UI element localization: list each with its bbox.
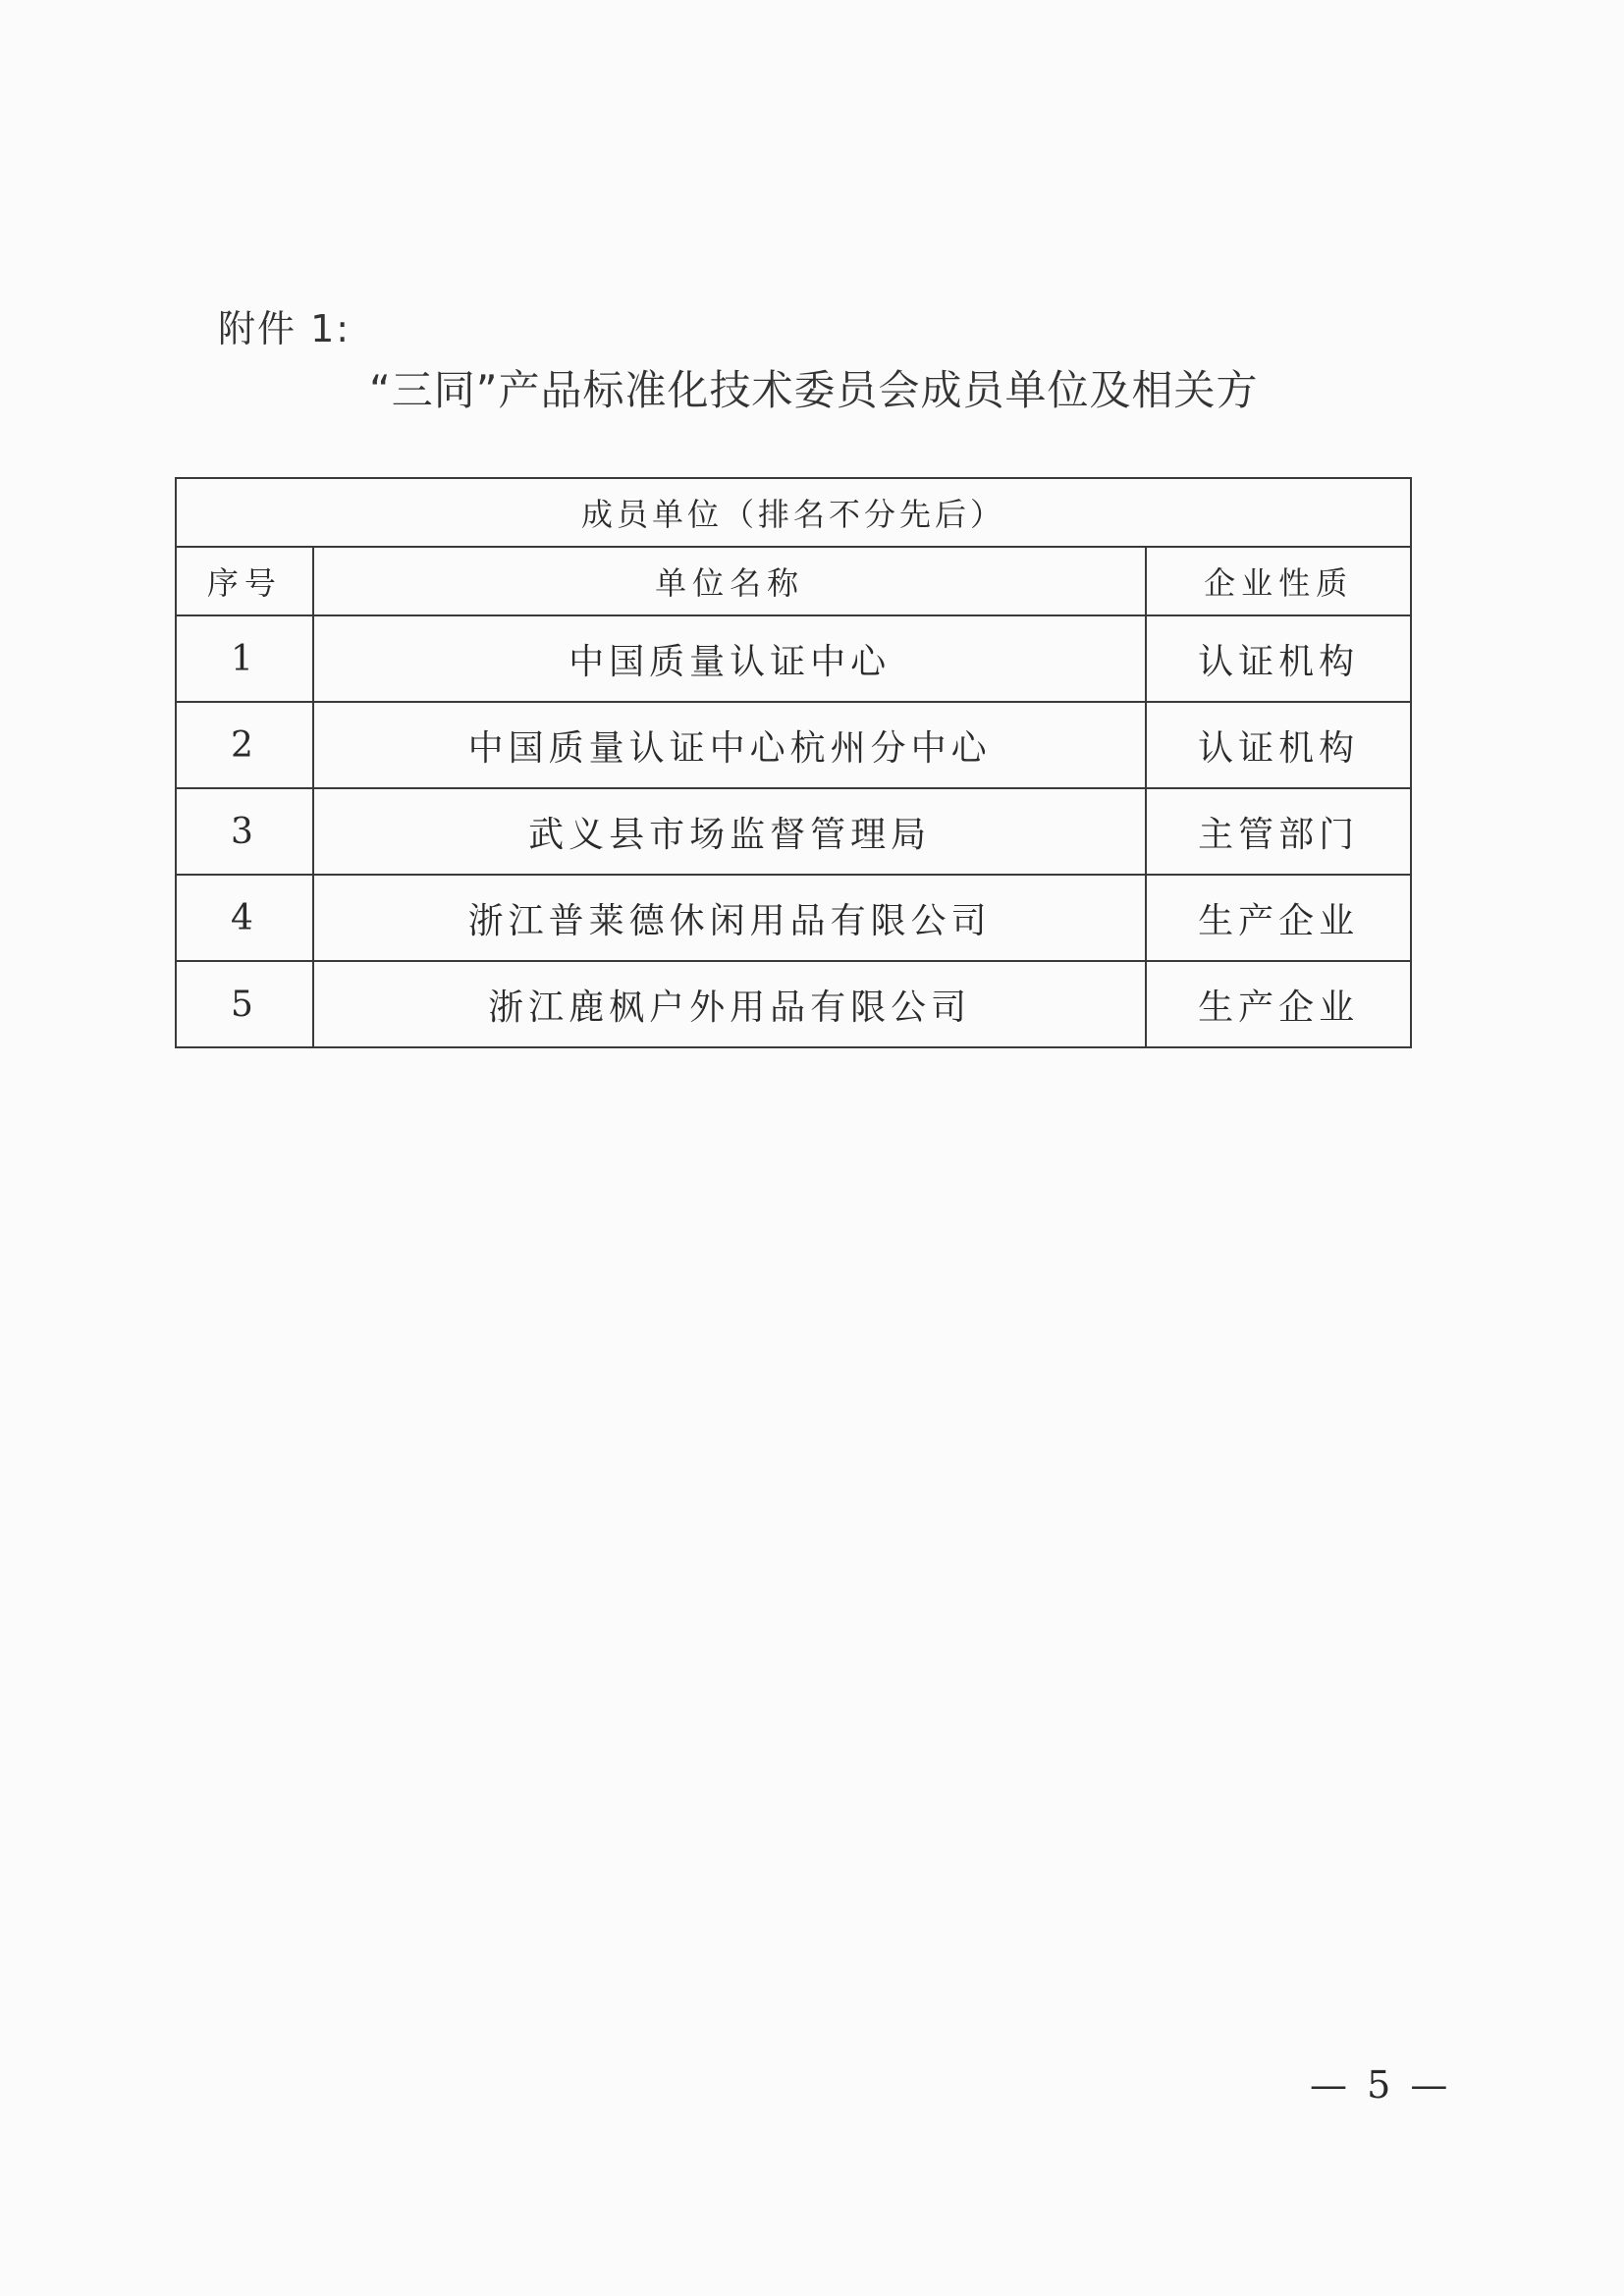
row-enterprise-type: 认证机构 bbox=[1146, 615, 1411, 702]
header-unit-name: 单位名称 bbox=[313, 547, 1147, 615]
row-unit-name: 中国质量认证中心杭州分中心 bbox=[313, 702, 1147, 788]
row-no: 1 bbox=[176, 615, 313, 702]
row-enterprise-type: 认证机构 bbox=[1146, 702, 1411, 788]
row-enterprise-type: 主管部门 bbox=[1146, 788, 1411, 875]
row-unit-name: 浙江普莱德休闲用品有限公司 bbox=[313, 875, 1147, 961]
row-no: 4 bbox=[176, 875, 313, 961]
table-row bbox=[176, 875, 1411, 961]
row-unit-name: 武义县市场监督管理局 bbox=[313, 788, 1147, 875]
row-enterprise-type: 生产企业 bbox=[1146, 875, 1411, 961]
table-row bbox=[176, 702, 1411, 788]
table-caption-row bbox=[176, 478, 1411, 547]
attachment-label: 附件 1: bbox=[218, 307, 352, 350]
table-header-row bbox=[176, 547, 1411, 615]
header-no: 序号 bbox=[176, 547, 313, 615]
page-number: — 5 — bbox=[1310, 2063, 1452, 2107]
row-unit-name: 浙江鹿枫户外用品有限公司 bbox=[313, 961, 1147, 1047]
table-row bbox=[176, 788, 1411, 875]
row-no: 2 bbox=[176, 702, 313, 788]
table-row bbox=[176, 615, 1411, 702]
table-caption: 成员单位（排名不分先后） bbox=[176, 478, 1411, 547]
member-units-table bbox=[175, 477, 1412, 1048]
row-no: 5 bbox=[176, 961, 313, 1047]
table-row bbox=[176, 961, 1411, 1047]
row-no: 3 bbox=[176, 788, 313, 875]
document-title: “三同”产品标准化技术委员会成员单位及相关方 bbox=[369, 366, 1259, 414]
row-enterprise-type: 生产企业 bbox=[1146, 961, 1411, 1047]
header-enterprise-type: 企业性质 bbox=[1146, 547, 1411, 615]
row-unit-name: 中国质量认证中心 bbox=[313, 615, 1147, 702]
